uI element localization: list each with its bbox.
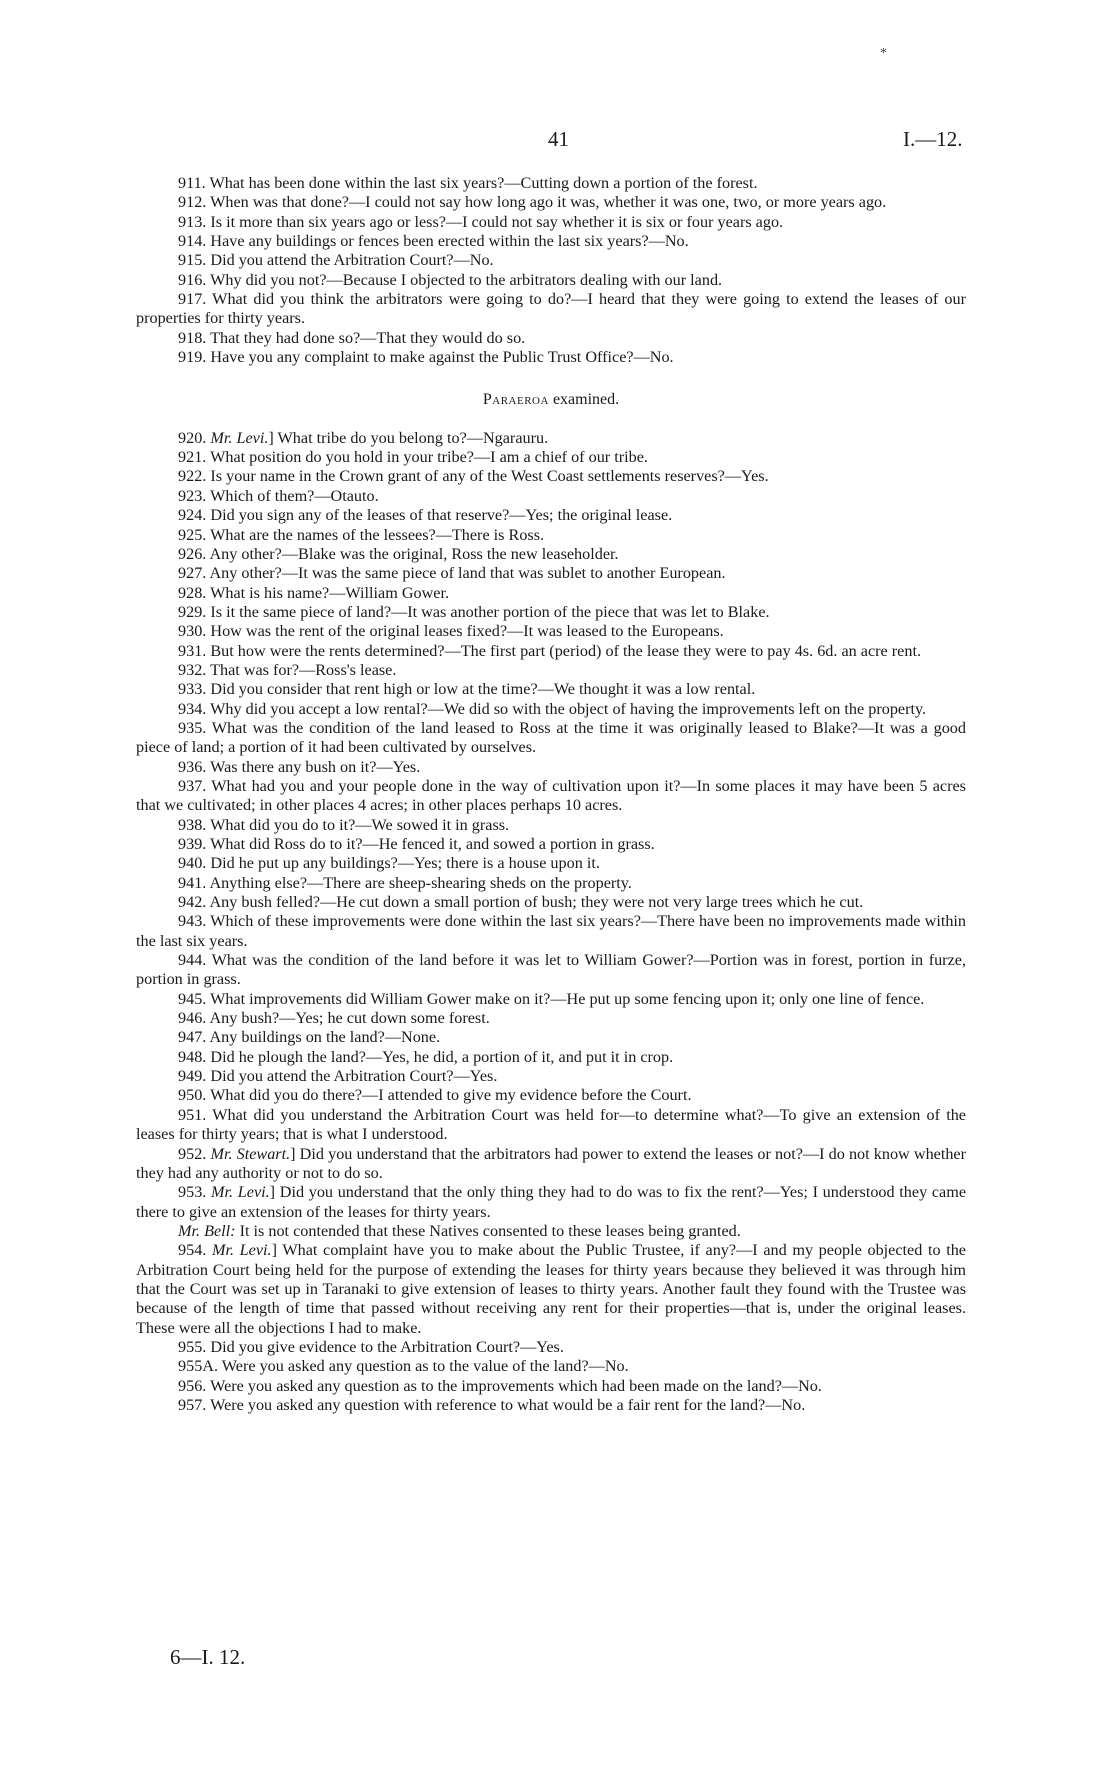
question-text: What did you do to it?—We sowed it in grass. [206,815,510,834]
question-text: What position do you hold in your tribe?—I am a chief of our tribe. [206,448,648,467]
question-paragraph [136,506,966,525]
question-paragraph [136,467,966,486]
question-number: 925. [178,525,207,544]
heading-rest: examined. [548,391,620,409]
page-header [0,127,1114,157]
question-paragraph [136,1048,966,1067]
question-paragraph: 919. Have you any complaint to make against the Public Trust Office?—No. [178,348,674,367]
question-text: Did he put up any buildings?—Yes; there is a house upon it. [206,854,600,873]
question-text: Which of these improvements were done within the last six years?—There have been no improvements made within the last six years. [136,912,966,950]
question-text: What did Ross do to it?—He fenced it, and sowed a portion in grass. [206,835,655,853]
question-paragraph [136,1106,966,1145]
question-paragraph: 913. Is it more than six years ago or less?—I could not say whether it is six or four years ago. [178,212,784,231]
question-paragraph [136,1028,966,1047]
question-text: Were you asked any question as to the value of the land?—No. [218,1357,629,1376]
question-text: Any other?—It was the same piece of land that was sublet to another European. [206,564,726,583]
question-number: 953. [178,1183,207,1202]
question-text: What had you and your people done in the way of cultivation upon it?—In some places it may have been 5 acres that we cultivated; in other places 4 acres; in other places perhaps 10 acres. [136,776,966,815]
question-text: What did you understand the Arbitration Court was held for—to determine what?—To give an extension of the leases for thirty years; that is what I understood. [136,1105,966,1144]
question-text: Any buildings on the land?—None. [206,1028,441,1047]
question-number: 937. [178,776,207,795]
question-number: 928. [178,583,207,602]
question-number: 941. [178,873,207,892]
page-number: 41 [548,127,569,151]
question-paragraph [136,912,966,951]
question-paragraph [136,1222,966,1241]
question-text: Anything else?—There are sheep-shearing sheds on the property. [206,873,632,892]
question-text: Why did you accept a low rental?—We did so with the object of having the improvements left on the property. [206,699,927,718]
question-text: ] What tribe do you belong to?—Ngarauru. [268,428,549,447]
question-paragraph [136,526,966,545]
question-paragraph [136,1241,966,1338]
question-text: What is his name?—William Gower. [206,583,450,602]
body-text [136,174,966,1415]
question-paragraph [136,642,966,661]
questions-after [136,429,966,1416]
question-text: What was the condition of the land before it was let to William Gower?—Portion was in forest, portion in furze, portion in grass. [136,951,966,989]
speaker-name: Mr. Stewart. [210,1144,291,1163]
question-paragraph [136,1145,966,1184]
question-text: Did you sign any of the leases of that reserve?—Yes; the original lease. [206,506,673,525]
question-text: Any bush?—Yes; he cut down some forest. [206,1009,490,1028]
question-text: What are the names of the lessees?—There is Ross. [206,525,545,544]
question-text: ] Did you understand that the only thing they had to do was to fix the rent?—Yes; I understood they came there to give an extension of the leases for thirty years. [136,1183,967,1221]
question-text: ] What complaint have you to make about the Public Trustee, if any?—I and my people objected to the Arbitration Court being held for the purpose of extending the leases for thirty years because they believed it was through him that the Court was set up in Taranaki to give extension of leases to thirty years. Another fault they found with the Trustee was because of the length of time that passed without receiving any rent for their properties—that is, under the original leases. These were all the objections I had to make. [136,1241,966,1337]
question-paragraph [136,603,966,622]
speaker-name: Mr. Levi. [210,428,269,447]
question-text: What improvements did William Gower make on it?—He put up some fencing upon it; only one line of fence. [206,989,925,1008]
question-text: Is it the same piece of land?—It was another portion of the piece that was let to Blake. [206,602,770,621]
question-text: How was the rent of the original leases fixed?—It was leased to the Europeans. [206,622,724,641]
question-paragraph [136,1009,966,1028]
question-text: Was there any bush on it?—Yes. [206,757,421,776]
question-number: 952. [178,1144,207,1163]
speaker-name: Mr. Levi. [211,1183,270,1202]
question-number: 950. [178,1086,207,1105]
document-reference: I.—12. [903,127,963,151]
question-text: Did you consider that rent high or low at the time?—We thought it was a low rental. [206,680,756,699]
question-paragraph [136,661,966,680]
question-number: 931. [178,641,207,660]
question-paragraph: 917. What did you think the arbitrators were going to do?—I heard that they were going to extend the leases of our properties for thirty years. [136,290,966,328]
question-paragraph [136,487,966,506]
question-number: 938. [178,815,207,834]
question-number: 921. [178,448,207,467]
question-paragraph [136,758,966,777]
question-text: ] Did you understand that the arbitrators had power to extend the leases or not?—I do not know whether they had any authority or not to do so. [136,1144,967,1182]
section-heading [136,390,966,409]
question-paragraph [136,835,966,854]
question-number: 927. [178,564,207,583]
question-number: 948. [178,1047,207,1066]
question-paragraph [136,680,966,699]
question-number: 951. [178,1105,207,1124]
question-paragraph [136,854,966,873]
question-number: 956. [178,1376,207,1395]
question-number: 924. [178,506,207,525]
question-paragraph: 915. Did you attend the Arbitration Court?—No. [178,251,494,270]
question-number: 932. [178,660,207,679]
question-text: Is your name in the Crown grant of any of the West Coast settlements reserves?—Yes. [206,467,769,486]
question-number: 920. [178,428,207,447]
question-paragraph [136,816,966,835]
question-text: It is not contended that these Natives consented to these leases being granted. [235,1221,741,1240]
question-paragraph [136,564,966,583]
question-paragraph [136,700,966,719]
question-number: 929. [178,602,207,621]
question-text: But how were the rents determined?—The first part (period) of the lease they were to pay 4s. 6d. an acre rent. [206,641,922,660]
footer-signature: 6—I. 12. [170,1645,246,1669]
speaker-name: Mr. Bell: [178,1221,236,1240]
speaker-name: Mr. Levi. [211,1241,272,1260]
question-paragraph: 911. What has been done within the last six years?—Cutting down a portion of the forest. [178,174,758,192]
question-number: 936. [178,757,207,776]
question-paragraph: 916. Why did you not?—Because I objected to the arbitrators dealing with our land. [178,270,723,289]
question-number: 945. [178,989,207,1008]
question-text: Any bush felled?—He cut down a small portion of bush; they were not very large trees which he cut. [206,893,864,912]
question-paragraph [136,951,966,990]
question-paragraph [136,622,966,641]
question-paragraph [136,545,966,564]
question-number: 922. [178,467,207,486]
question-number: 949. [178,1067,207,1086]
question-number: 940. [178,854,207,873]
question-number: 954. [178,1241,207,1260]
question-paragraph [136,1377,966,1396]
question-paragraph [136,777,966,816]
question-number: 926. [178,544,207,563]
question-number: 935. [178,718,207,737]
question-paragraph [136,1338,966,1357]
question-paragraph [136,1086,966,1105]
question-number: 944. [178,951,207,970]
question-text: Did he plough the land?—Yes, he did, a portion of it, and put it in crop. [206,1047,674,1066]
question-number: 947. [178,1028,207,1047]
question-paragraph [136,1357,966,1376]
question-number: 933. [178,680,207,699]
question-paragraph [136,719,966,758]
question-text: Did you attend the Arbitration Court?—Yes. [206,1067,498,1086]
question-paragraph [136,1067,966,1086]
question-number: 930. [178,622,207,641]
question-paragraph [136,448,966,467]
question-number: 939. [178,835,207,853]
question-number: 923. [178,486,207,505]
question-text: What was the condition of the land leased to Ross at the time it was originally leased to Blake?—It was a good piece of land; a portion of it had been cultivated by ourselves. [136,718,966,757]
question-text: Which of them?—Otauto. [206,486,379,505]
question-paragraph: 912. When was that done?—I could not say how long ago it was, whether it was one, two, or more years ago. [178,193,887,212]
question-number: 955. [178,1337,207,1356]
question-paragraph: 918. That they had done so?—That they would do so. [178,328,526,347]
question-text: Did you give evidence to the Arbitration Court?—Yes. [206,1337,564,1356]
witness-name: Paraeroa [482,391,549,409]
question-number: 955A. [178,1357,219,1376]
question-number: 934. [178,699,207,718]
question-text: That was for?—Ross's lease. [206,660,397,679]
question-text: Were you asked any question with reference to what would be a fair rent for the land?—No. [206,1395,806,1414]
question-number: 943. [178,912,207,931]
question-paragraph [136,584,966,603]
corner-mark: * [880,46,887,61]
question-paragraph [136,1183,966,1222]
question-paragraph [136,429,966,448]
question-text: What did you do there?—I attended to give my evidence before the Court. [206,1086,692,1105]
question-number: 946. [178,1009,207,1028]
questions-before [136,174,966,367]
question-number: 957. [178,1395,207,1414]
question-paragraph [136,1396,966,1415]
question-paragraph [136,893,966,912]
question-paragraph [136,990,966,1009]
question-text: Were you asked any question as to the improvements which had been made on the land?—No. [206,1376,822,1395]
question-number: 942. [178,893,207,912]
question-paragraph [136,874,966,893]
question-text: Any other?—Blake was the original, Ross the new leaseholder. [206,544,619,563]
question-paragraph: 914. Have any buildings or fences been erected within the last six years?—No. [178,232,689,251]
